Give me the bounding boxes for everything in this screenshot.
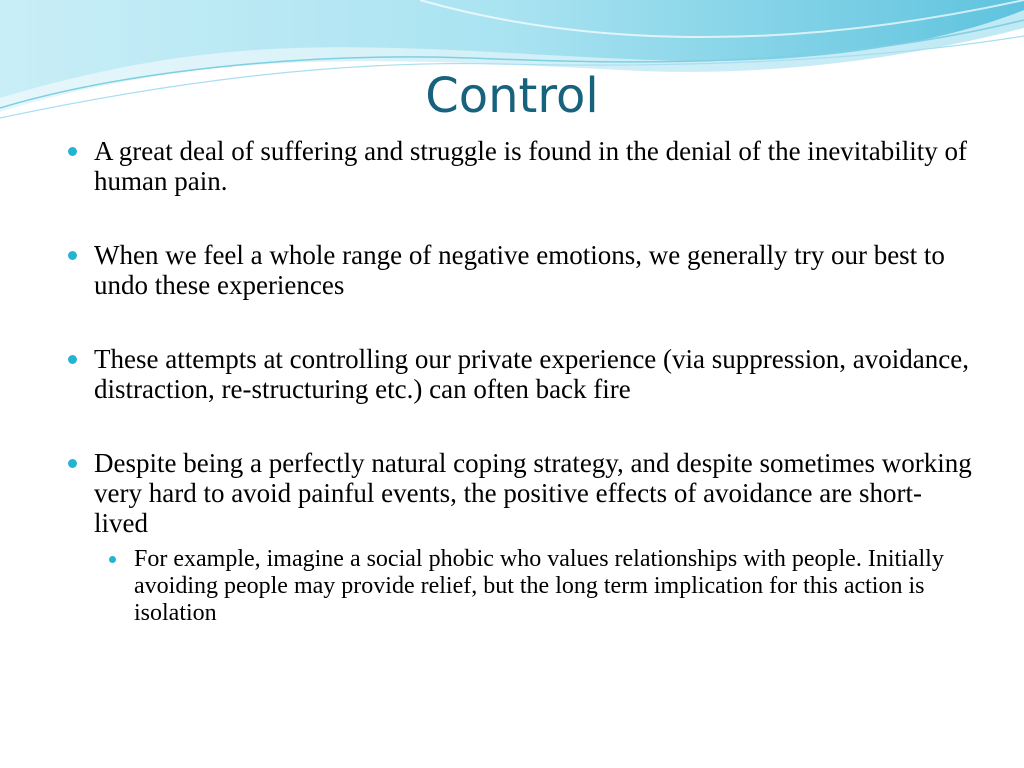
bullet-icon — [68, 355, 77, 364]
bullet-text: A great deal of suffering and struggle is found in the denial of the inevitability of human pain. — [94, 136, 968, 196]
bullet-item — [64, 448, 974, 627]
bullet-text: Despite being a perfectly natural coping strategy, and despite sometimes working very hard to avoid painful events, the positive effects of avoidance are short-lived — [94, 448, 972, 538]
bullet-item — [64, 136, 974, 196]
bullet-icon — [68, 251, 77, 260]
bullet-text: When we feel a whole range of negative emotions, we generally try our best to undo these experiences — [94, 240, 945, 300]
bullet-icon — [68, 459, 77, 468]
sub-bullet-icon — [109, 556, 116, 563]
bullet-icon — [68, 147, 77, 156]
bullet-text: These attempts at controlling our private experience (via suppression, avoidance, distraction, re-structuring etc.) can often back fire — [94, 344, 969, 404]
bullet-item — [64, 344, 974, 404]
bullet-list — [64, 136, 974, 627]
sub-bullet-item — [104, 546, 974, 627]
slide-title: Control — [425, 68, 599, 124]
bullet-item — [64, 240, 974, 300]
sub-bullet-text: For example, imagine a social phobic who values relationships with people. Initially avoiding people may provide relief, but the long term implication for this action is isolation — [134, 546, 944, 626]
